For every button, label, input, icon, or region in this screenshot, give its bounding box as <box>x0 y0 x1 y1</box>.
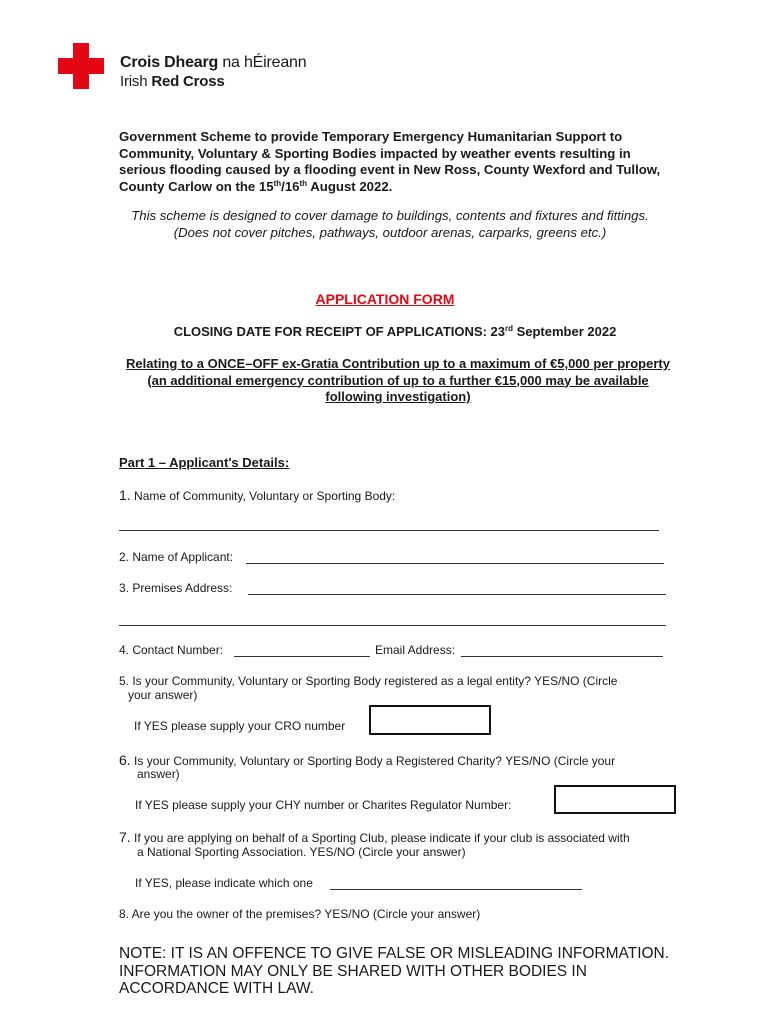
chy-number-label: If YES please supply your CHY number or Charites Regulator Number: <box>135 798 512 812</box>
contribution-note: Relating to a ONCE–OFF ex-Gratia Contribution up to a maximum of €5,000 per property (an additional emergency contribution of up to a further €15,000 may be available following investigation) <box>126 356 670 404</box>
premises-address-field[interactable] <box>248 594 666 595</box>
closing-sup: rd <box>504 324 513 333</box>
sporting-association-field[interactable] <box>330 889 582 890</box>
logo-english-bold: Red Cross <box>151 73 225 90</box>
question-7 <box>119 829 630 845</box>
question-number: 7. <box>119 829 131 845</box>
question-number: 6. <box>119 752 131 768</box>
section-heading: Part 1 – Applicant's Details: <box>119 455 290 470</box>
question-3: 3. Premises Address: <box>119 581 233 595</box>
cro-number-label: If YES please supply your CRO number <box>134 719 346 733</box>
logo-english-name <box>120 73 225 90</box>
question-7-cont: a National Sporting Association. YES/NO (Circle your answer) <box>137 845 466 859</box>
body-name-field[interactable] <box>119 530 659 531</box>
applicant-name-field[interactable] <box>246 563 664 564</box>
closing-text: CLOSING DATE FOR RECEIPT OF APPLICATIONS: 23 <box>173 324 505 339</box>
scheme-text: Government Scheme to provide Temporary Emergency Humanitarian Support to Community, Voluntary & Sporting Bodies impacted by weather events resulting in serious flooding caused by a flooding event in New Ross, County Wexford and Tullow, County Carlow on the 15 <box>119 129 661 194</box>
question-2: 2. Name of Applicant: <box>119 550 234 564</box>
sporting-association-label: If YES, please indicate which one <box>135 876 313 890</box>
form-title: APPLICATION FORM <box>315 291 455 307</box>
closing-text: September 2022 <box>512 324 617 339</box>
logo-irish-bold: Crois Dhearg <box>120 54 219 71</box>
question-6 <box>119 752 615 768</box>
scheme-text: August 2022. <box>307 178 393 194</box>
contact-number-field[interactable] <box>234 656 370 657</box>
question-6-cont: answer) <box>137 767 180 781</box>
question-label: If you are applying on behalf of a Sporting Club, please indicate if your club is associated with <box>130 831 630 845</box>
closing-date <box>0 324 770 339</box>
chy-number-input[interactable] <box>554 785 676 814</box>
red-cross-logo-icon <box>58 43 104 89</box>
scheme-sup: th <box>273 178 282 188</box>
email-address-field[interactable] <box>461 656 663 657</box>
question-4-email: Email Address: <box>375 643 456 657</box>
scheme-sup: th <box>299 178 308 188</box>
question-number: 1. <box>119 487 131 503</box>
scheme-heading <box>119 129 679 195</box>
question-4-contact: 4. Contact Number: <box>119 643 224 657</box>
question-5: 5. Is your Community, Voluntary or Sporting Body registered as a legal entity? YES/NO (Circle <box>119 674 618 688</box>
legal-notice: NOTE: IT IS AN OFFENCE TO GIVE FALSE OR MISLEADING INFORMATION. INFORMATION MAY ONLY BE SHARED WITH OTHER BODIES IN ACCORDANCE WITH LAW. <box>119 945 670 997</box>
question-label: Name of Community, Voluntary or Sporting Body: <box>130 489 396 503</box>
cro-number-input[interactable] <box>369 705 491 735</box>
question-1 <box>119 487 395 503</box>
question-5-cont: your answer) <box>128 688 198 702</box>
scheme-text: /16 <box>281 178 300 194</box>
scheme-intro: This scheme is designed to cover damage to buildings, contents and fixtures and fittings. (Does not cover pitches, pathways, outdoor arenas, carparks, greens etc.) <box>131 208 649 240</box>
question-8: 8. Are you the owner of the premises? YES/NO (Circle your answer) <box>119 907 481 921</box>
logo-irish-rest: na hÉireann <box>218 54 307 71</box>
premises-address-field-line-2[interactable] <box>119 625 666 626</box>
question-label: Is your Community, Voluntary or Sporting Body a Registered Charity? YES/NO (Circle your <box>130 754 616 768</box>
logo-english-prefix: Irish <box>120 73 152 90</box>
logo-irish-name <box>120 54 306 72</box>
